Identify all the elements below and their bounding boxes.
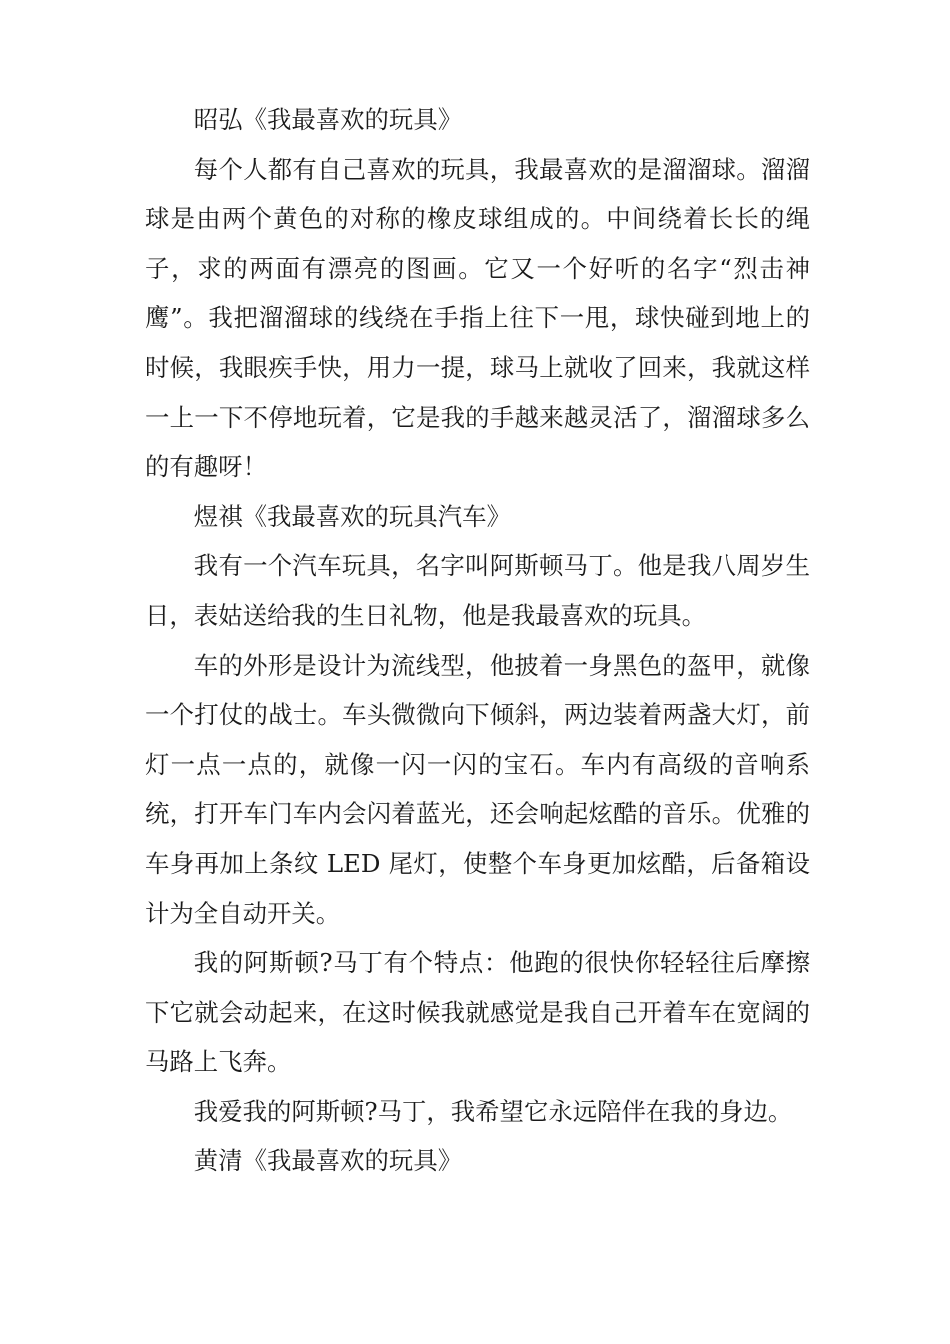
essay-title-huangqing: 黄清《我最喜欢的玩具》 (193, 1146, 463, 1176)
essay-paragraph-car-design: 车的外形是设计为流线型，他披着一身黑色的盔甲，就像一个打仗的战士。车头微微向下倾斜，两边装着两盏大灯，前灯一点一点的，就像一闪一闪的宝石。车内有高级的音响系统，打开车门车内会闪着蓝光，还会响起炫酷的音乐。优雅的车身再加上条纹 LED 尾灯，使整个车身更加炫酷，后备箱设计为全自动开关。 (145, 650, 810, 928)
essay-paragraph-yoyo: 每个人都有自己喜欢的玩具，我最喜欢的是溜溜球。溜溜球是由两个黄色的对称的橡皮球组成的。中间绕着长长的绳子，求的两面有漂亮的图画。它又一个好听的名字“烈击神鹰”。我把溜溜球的线绕在手指上往下一甩，球快碰到地上的时候，我眼疾手快，用力一提，球马上就收了回来，我就这样一上一下不停地玩着，它是我的手越来越灵活了，溜溜球多么的有趣呀！ (145, 154, 810, 482)
essay-paragraph-car-closing: 我爱我的阿斯顿?马丁，我希望它永远陪伴在我的身边。 (193, 1096, 793, 1126)
document-body (145, 95, 810, 1186)
essay-paragraph-car-intro: 我有一个汽车玩具，名字叫阿斯顿马丁。他是我八周岁生日，表姑送给我的生日礼物，他是我最喜欢的玩具。 (145, 551, 810, 630)
essay-paragraph-car-feature: 我的阿斯顿?马丁有个特点：他跑的很快你轻轻往后摩擦下它就会动起来，在这时候我就感觉是我自己开着车在宽阔的马路上飞奔。 (145, 948, 810, 1077)
essay-title-yuqi: 煜祺《我最喜欢的玩具汽车》 (193, 501, 511, 531)
essay-title-zhaohong: 昭弘《我最喜欢的玩具》 (193, 105, 463, 134)
